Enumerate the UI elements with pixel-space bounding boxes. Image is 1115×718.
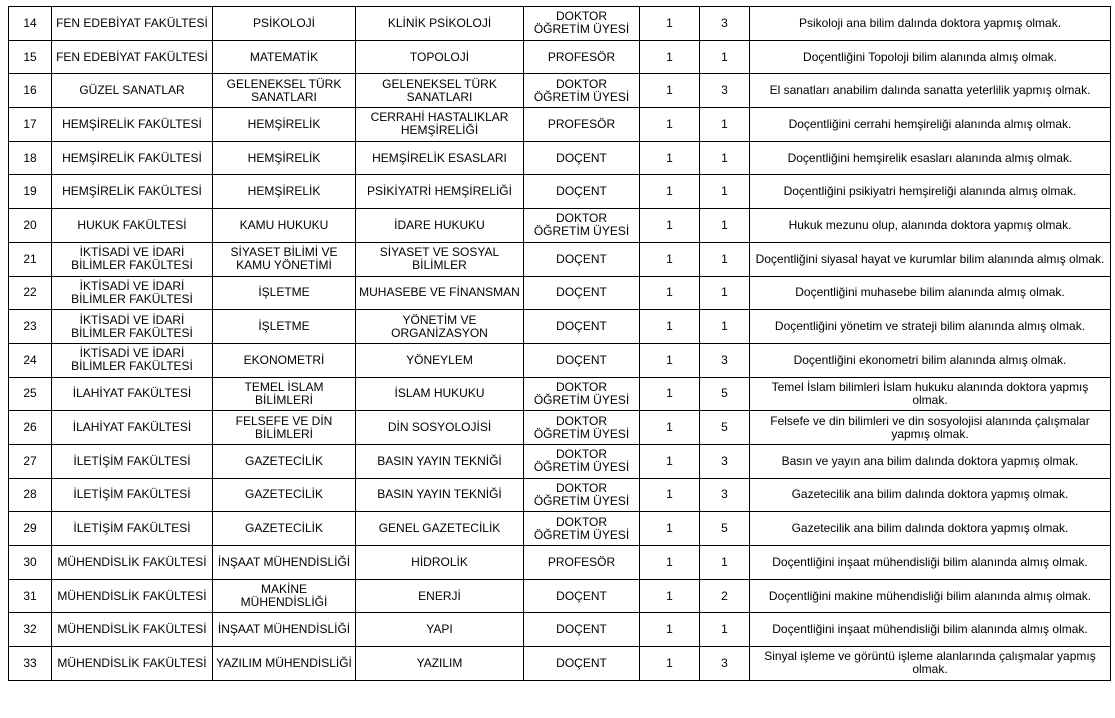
- department-cell: HEMŞİRELİK: [213, 141, 356, 175]
- faculty-cell: HUKUK FAKÜLTESİ: [52, 209, 213, 243]
- degree-cell: 1: [700, 175, 750, 209]
- table-row: [9, 444, 1111, 478]
- requirement-cell: Temel İslam bilimleri İslam hukuku alanında doktora yapmış olmak.: [750, 377, 1111, 411]
- position-count-cell: 1: [640, 108, 700, 142]
- academic-title-cell: DOÇENT: [524, 242, 640, 276]
- requirement-cell: Gazetecilik ana bilim dalında doktora yapmış olmak.: [750, 478, 1111, 512]
- degree-cell: 3: [700, 74, 750, 108]
- department-cell: EKONOMETRİ: [213, 343, 356, 377]
- department-cell: HEMŞİRELİK: [213, 108, 356, 142]
- position-count-cell: 1: [640, 74, 700, 108]
- degree-cell: 5: [700, 512, 750, 546]
- row-number-cell: 14: [9, 7, 52, 41]
- faculty-cell: İLAHİYAT FAKÜLTESİ: [52, 411, 213, 445]
- subfield-cell: BASIN YAYIN TEKNİĞİ: [356, 444, 524, 478]
- requirement-cell: Hukuk mezunu olup, alanında doktora yapmış olmak.: [750, 209, 1111, 243]
- department-cell: İŞLETME: [213, 276, 356, 310]
- degree-cell: 1: [700, 546, 750, 580]
- row-number-cell: 22: [9, 276, 52, 310]
- faculty-cell: HEMŞİRELİK FAKÜLTESİ: [52, 141, 213, 175]
- row-number-cell: 17: [9, 108, 52, 142]
- position-count-cell: 1: [640, 310, 700, 344]
- department-cell: FELSEFE VE DİN BİLİMLERİ: [213, 411, 356, 445]
- degree-cell: 1: [700, 209, 750, 243]
- requirement-cell: Basın ve yayın ana bilim dalında doktora yapmış olmak.: [750, 444, 1111, 478]
- position-count-cell: 1: [640, 478, 700, 512]
- subfield-cell: KLİNİK PSİKOLOJİ: [356, 7, 524, 41]
- faculty-cell: MÜHENDİSLİK FAKÜLTESİ: [52, 579, 213, 613]
- faculty-cell: İKTİSADİ VE İDARİ BİLİMLER FAKÜLTESİ: [52, 276, 213, 310]
- subfield-cell: BASIN YAYIN TEKNİĞİ: [356, 478, 524, 512]
- subfield-cell: GENEL GAZETECİLİK: [356, 512, 524, 546]
- academic-title-cell: DOKTOR ÖĞRETİM ÜYESİ: [524, 209, 640, 243]
- degree-cell: 1: [700, 613, 750, 647]
- degree-cell: 1: [700, 108, 750, 142]
- degree-cell: 1: [700, 40, 750, 74]
- requirement-cell: Doçentliğini inşaat mühendisliği bilim alanında almış olmak.: [750, 613, 1111, 647]
- requirement-cell: Doçentliğini siyasal hayat ve kurumlar bilim alanında almış olmak.: [750, 242, 1111, 276]
- department-cell: HEMŞİRELİK: [213, 175, 356, 209]
- degree-cell: 5: [700, 377, 750, 411]
- position-count-cell: 1: [640, 7, 700, 41]
- position-count-cell: 1: [640, 444, 700, 478]
- degree-cell: 3: [700, 7, 750, 41]
- position-count-cell: 1: [640, 377, 700, 411]
- subfield-cell: TOPOLOJİ: [356, 40, 524, 74]
- faculty-cell: İKTİSADİ VE İDARİ BİLİMLER FAKÜLTESİ: [52, 343, 213, 377]
- table-row: [9, 613, 1111, 647]
- academic-title-cell: DOKTOR ÖĞRETİM ÜYESİ: [524, 512, 640, 546]
- department-cell: PSİKOLOJİ: [213, 7, 356, 41]
- requirement-cell: Doçentliğini cerrahi hemşireliği alanında almış olmak.: [750, 108, 1111, 142]
- faculty-cell: MÜHENDİSLİK FAKÜLTESİ: [52, 546, 213, 580]
- requirement-cell: Felsefe ve din bilimleri ve din sosyolojisi alanında çalışmalar yapmış olmak.: [750, 411, 1111, 445]
- requirement-cell: Doçentliğini ekonometri bilim alanında almış olmak.: [750, 343, 1111, 377]
- table-row: [9, 546, 1111, 580]
- degree-cell: 3: [700, 343, 750, 377]
- table-row: [9, 377, 1111, 411]
- subfield-cell: YÖNETİM VE ORGANİZASYON: [356, 310, 524, 344]
- department-cell: İŞLETME: [213, 310, 356, 344]
- table-row: [9, 141, 1111, 175]
- table-row: [9, 7, 1111, 41]
- position-count-cell: 1: [640, 242, 700, 276]
- requirement-cell: Doçentliğini Topoloji bilim alanında almış olmak.: [750, 40, 1111, 74]
- department-cell: SİYASET BİLİMİ VE KAMU YÖNETİMİ: [213, 242, 356, 276]
- position-count-cell: 1: [640, 579, 700, 613]
- faculty-cell: FEN EDEBİYAT FAKÜLTESİ: [52, 7, 213, 41]
- academic-title-cell: DOKTOR ÖĞRETİM ÜYESİ: [524, 7, 640, 41]
- requirement-cell: Doçentliğini psikiyatri hemşireliği alanında almış olmak.: [750, 175, 1111, 209]
- requirement-cell: Psikoloji ana bilim dalında doktora yapmış olmak.: [750, 7, 1111, 41]
- table-row: [9, 343, 1111, 377]
- table-row: [9, 512, 1111, 546]
- academic-title-cell: DOKTOR ÖĞRETİM ÜYESİ: [524, 74, 640, 108]
- positions-table: [8, 6, 1111, 681]
- department-cell: TEMEL İSLAM BİLİMLERİ: [213, 377, 356, 411]
- row-number-cell: 19: [9, 175, 52, 209]
- academic-title-cell: DOÇENT: [524, 175, 640, 209]
- row-number-cell: 18: [9, 141, 52, 175]
- row-number-cell: 29: [9, 512, 52, 546]
- faculty-cell: İLAHİYAT FAKÜLTESİ: [52, 377, 213, 411]
- position-count-cell: 1: [640, 411, 700, 445]
- table-row: [9, 310, 1111, 344]
- requirement-cell: Doçentliğini yönetim ve strateji bilim alanında almış olmak.: [750, 310, 1111, 344]
- requirement-cell: Doçentliğini inşaat mühendisliği bilim alanında almış olmak.: [750, 546, 1111, 580]
- subfield-cell: YAZILIM: [356, 647, 524, 681]
- degree-cell: 3: [700, 444, 750, 478]
- faculty-cell: İLETİŞİM FAKÜLTESİ: [52, 478, 213, 512]
- degree-cell: 1: [700, 242, 750, 276]
- degree-cell: 1: [700, 141, 750, 175]
- subfield-cell: HİDROLİK: [356, 546, 524, 580]
- row-number-cell: 20: [9, 209, 52, 243]
- position-count-cell: 1: [640, 141, 700, 175]
- faculty-cell: MÜHENDİSLİK FAKÜLTESİ: [52, 613, 213, 647]
- academic-title-cell: PROFESÖR: [524, 40, 640, 74]
- degree-cell: 3: [700, 478, 750, 512]
- table-body: [9, 7, 1111, 681]
- faculty-cell: HEMŞİRELİK FAKÜLTESİ: [52, 108, 213, 142]
- academic-title-cell: DOÇENT: [524, 613, 640, 647]
- faculty-cell: İLETİŞİM FAKÜLTESİ: [52, 444, 213, 478]
- department-cell: İNŞAAT MÜHENDİSLİĞİ: [213, 613, 356, 647]
- academic-title-cell: DOKTOR ÖĞRETİM ÜYESİ: [524, 478, 640, 512]
- row-number-cell: 21: [9, 242, 52, 276]
- subfield-cell: SİYASET VE SOSYAL BİLİMLER: [356, 242, 524, 276]
- academic-title-cell: PROFESÖR: [524, 108, 640, 142]
- subfield-cell: YÖNEYLEM: [356, 343, 524, 377]
- department-cell: GAZETECİLİK: [213, 478, 356, 512]
- academic-title-cell: DOÇENT: [524, 276, 640, 310]
- subfield-cell: ENERJİ: [356, 579, 524, 613]
- department-cell: GAZETECİLİK: [213, 512, 356, 546]
- subfield-cell: İSLAM HUKUKU: [356, 377, 524, 411]
- table-row: [9, 242, 1111, 276]
- position-count-cell: 1: [640, 209, 700, 243]
- table-row: [9, 276, 1111, 310]
- row-number-cell: 26: [9, 411, 52, 445]
- degree-cell: 2: [700, 579, 750, 613]
- table-row: [9, 175, 1111, 209]
- degree-cell: 1: [700, 276, 750, 310]
- subfield-cell: HEMŞİRELİK ESASLARI: [356, 141, 524, 175]
- row-number-cell: 32: [9, 613, 52, 647]
- faculty-cell: FEN EDEBİYAT FAKÜLTESİ: [52, 40, 213, 74]
- requirement-cell: Doçentliğini hemşirelik esasları alanında almış olmak.: [750, 141, 1111, 175]
- table-row: [9, 209, 1111, 243]
- faculty-cell: MÜHENDİSLİK FAKÜLTESİ: [52, 647, 213, 681]
- faculty-cell: İKTİSADİ VE İDARİ BİLİMLER FAKÜLTESİ: [52, 242, 213, 276]
- position-count-cell: 1: [640, 175, 700, 209]
- row-number-cell: 31: [9, 579, 52, 613]
- requirement-cell: Gazetecilik ana bilim dalında doktora yapmış olmak.: [750, 512, 1111, 546]
- academic-title-cell: DOKTOR ÖĞRETİM ÜYESİ: [524, 411, 640, 445]
- department-cell: MAKİNE MÜHENDİSLİĞİ: [213, 579, 356, 613]
- table-row: [9, 647, 1111, 681]
- position-count-cell: 1: [640, 276, 700, 310]
- row-number-cell: 33: [9, 647, 52, 681]
- subfield-cell: GELENEKSEL TÜRK SANATLARI: [356, 74, 524, 108]
- requirement-cell: El sanatları anabilim dalında sanatta yeterlilik yapmış olmak.: [750, 74, 1111, 108]
- subfield-cell: MUHASEBE VE FİNANSMAN: [356, 276, 524, 310]
- faculty-cell: HEMŞİRELİK FAKÜLTESİ: [52, 175, 213, 209]
- academic-title-cell: PROFESÖR: [524, 546, 640, 580]
- academic-title-cell: DOÇENT: [524, 141, 640, 175]
- academic-title-cell: DOKTOR ÖĞRETİM ÜYESİ: [524, 444, 640, 478]
- position-count-cell: 1: [640, 647, 700, 681]
- academic-title-cell: DOKTOR ÖĞRETİM ÜYESİ: [524, 377, 640, 411]
- department-cell: İNŞAAT MÜHENDİSLİĞİ: [213, 546, 356, 580]
- degree-cell: 3: [700, 647, 750, 681]
- department-cell: GELENEKSEL TÜRK SANATLARI: [213, 74, 356, 108]
- department-cell: MATEMATİK: [213, 40, 356, 74]
- requirement-cell: Doçentliğini muhasebe bilim alanında almış olmak.: [750, 276, 1111, 310]
- row-number-cell: 30: [9, 546, 52, 580]
- row-number-cell: 28: [9, 478, 52, 512]
- faculty-cell: GÜZEL SANATLAR: [52, 74, 213, 108]
- department-cell: GAZETECİLİK: [213, 444, 356, 478]
- requirement-cell: Doçentliğini makine mühendisliği bilim alanında almış olmak.: [750, 579, 1111, 613]
- position-count-cell: 1: [640, 546, 700, 580]
- table-row: [9, 40, 1111, 74]
- subfield-cell: PSİKİYATRİ HEMŞİRELİĞİ: [356, 175, 524, 209]
- row-number-cell: 16: [9, 74, 52, 108]
- academic-title-cell: DOÇENT: [524, 310, 640, 344]
- subfield-cell: DİN SOSYOLOJİSİ: [356, 411, 524, 445]
- row-number-cell: 23: [9, 310, 52, 344]
- table-row: [9, 579, 1111, 613]
- table-row: [9, 411, 1111, 445]
- position-count-cell: 1: [640, 343, 700, 377]
- department-cell: YAZILIM MÜHENDİSLİĞİ: [213, 647, 356, 681]
- academic-title-cell: DOÇENT: [524, 579, 640, 613]
- position-count-cell: 1: [640, 40, 700, 74]
- department-cell: KAMU HUKUKU: [213, 209, 356, 243]
- row-number-cell: 27: [9, 444, 52, 478]
- subfield-cell: CERRAHİ HASTALIKLAR HEMŞİRELİĞİ: [356, 108, 524, 142]
- row-number-cell: 25: [9, 377, 52, 411]
- subfield-cell: YAPI: [356, 613, 524, 647]
- faculty-cell: İKTİSADİ VE İDARİ BİLİMLER FAKÜLTESİ: [52, 310, 213, 344]
- position-count-cell: 1: [640, 512, 700, 546]
- row-number-cell: 15: [9, 40, 52, 74]
- requirement-cell: Sinyal işleme ve görüntü işleme alanlarında çalışmalar yapmış olmak.: [750, 647, 1111, 681]
- faculty-cell: İLETİŞİM FAKÜLTESİ: [52, 512, 213, 546]
- row-number-cell: 24: [9, 343, 52, 377]
- table-row: [9, 108, 1111, 142]
- degree-cell: 1: [700, 310, 750, 344]
- subfield-cell: İDARE HUKUKU: [356, 209, 524, 243]
- academic-title-cell: DOÇENT: [524, 647, 640, 681]
- table-row: [9, 478, 1111, 512]
- academic-title-cell: DOÇENT: [524, 343, 640, 377]
- degree-cell: 5: [700, 411, 750, 445]
- table-row: [9, 74, 1111, 108]
- position-count-cell: 1: [640, 613, 700, 647]
